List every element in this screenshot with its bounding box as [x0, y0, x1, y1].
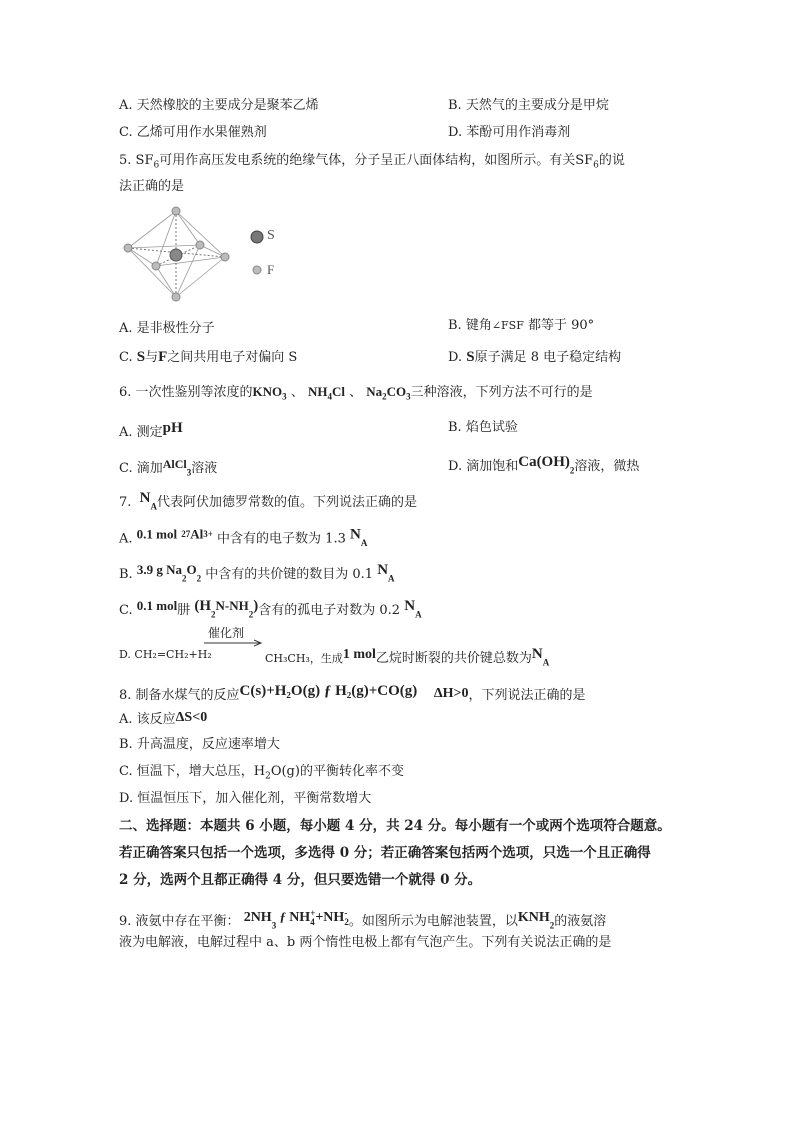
- section2-line3: 2 分，选两个且都正确得 4 分，但只要选错一个就得 0 分。: [119, 872, 482, 888]
- q7-option-b: B. 3.9 g $Na_2O_2$ 中含有的共价键的数目为 0.1 $N_A$: [119, 562, 395, 584]
- q7-stem: 7. $N_A$代表阿伏加德罗常数的值。下列说法正确的是: [119, 490, 418, 512]
- q5-option-b: B. 键角∠FSF 都等于 90°: [448, 318, 595, 333]
- q9-stem-line2: 液为电解液，电解过程中 a、b 两个惰性电极上都有气泡产生。下列有关说法正确的是: [119, 935, 612, 950]
- q8-option-b: B. 升高温度，反应速率增大: [119, 737, 280, 752]
- q6-option-b: B. 焰色试验: [448, 420, 518, 435]
- q4-option-d: D. 苯酚可用作消毒剂: [448, 125, 571, 140]
- reaction-arrow: [204, 639, 264, 647]
- q7-option-c: C. 0.1 mol肼 $(H_2N-NH_2)$含有的孤电子对数为 0.2 $N_A$: [119, 598, 422, 620]
- legend-f-label: F: [267, 262, 275, 277]
- q4-option-b: B. 天然气的主要成分是甲烷: [448, 98, 609, 113]
- catalyst-label: 催化剂: [208, 626, 245, 640]
- q7-option-d-rest: CH₃CH₃，生成1 mol乙烷时断裂的共价键总数为$N_A$: [265, 646, 550, 668]
- q6-stem: 6. 一次性鉴别等浓度的$KNO_3$ 、 $NH_4Cl$ 、 $Na_2CO_3$三种溶液，下列方法不可行的是: [119, 384, 593, 402]
- q9-stem-line1: 9. 液氨中存在平衡： $2NH_3$ ƒ NH + 4 +NH - 2 。如图所示为电解池装置，以$KNH_2$的液氨溶: [119, 908, 607, 931]
- q7-option-d-pre: D. CH₂=CH₂+H₂: [119, 648, 212, 661]
- q5-option-c: C. S与F之间共用电子对偏向 S: [119, 349, 298, 365]
- q6-option-a: A. 测定pH: [119, 420, 183, 440]
- q4-option-a: A. 天然橡胶的主要成分是聚苯乙烯: [119, 98, 319, 113]
- q5-option-a: A. 是非极性分子: [119, 321, 215, 336]
- q6-option-c: C. 滴加AlCl$_3$溶液: [119, 457, 218, 478]
- q8-option-c: C. 恒温下，增大总压，$H_2O(g)$的平衡转化率不变: [119, 764, 404, 782]
- q6-option-d: D. 滴加饱和$Ca(OH)_2$溶液，微热: [448, 454, 640, 476]
- q4-option-c: C. 乙烯可用作水果催熟剂: [119, 125, 267, 140]
- q8-stem: 8. 制备水煤气的反应C(s)+H₂O(g) ƒ H₂(g)+CO(g) ΔH>0，下列说法正确的是: [119, 683, 586, 703]
- section2-line2: 若正确答案只包括一个选项，多选得 0 分；若正确答案包括两个选项，只选一个且正确得: [119, 845, 651, 861]
- q5-stem-line2: 法正确的是: [119, 179, 185, 194]
- q5-stem-line1: 5. $SF_6$可用作高压发电系统的绝缘气体，分子呈正八面体结构，如图所示。有关$SF_6$的说: [119, 153, 625, 171]
- section2-line1: 二、选择题：本题共 6 小题，每小题 4 分，共 24 分。每小题有一个或两个选项符合题意。: [119, 818, 671, 834]
- q8-option-a: A. 该反应ΔS<0: [119, 710, 208, 727]
- q5-option-d: D. S原子满足 8 电子稳定结构: [448, 349, 622, 365]
- q7-option-a: A. 0.1 mol $^{27}Al^{3+}$ 中含有的电子数为 1.3 $N_A$: [119, 526, 368, 548]
- sf6-octahedron-figure: [118, 202, 288, 306]
- legend-s-label: S: [267, 228, 275, 243]
- q8-option-d: D. 恒温恒压下，加入催化剂，平衡常数增大: [119, 791, 372, 806]
